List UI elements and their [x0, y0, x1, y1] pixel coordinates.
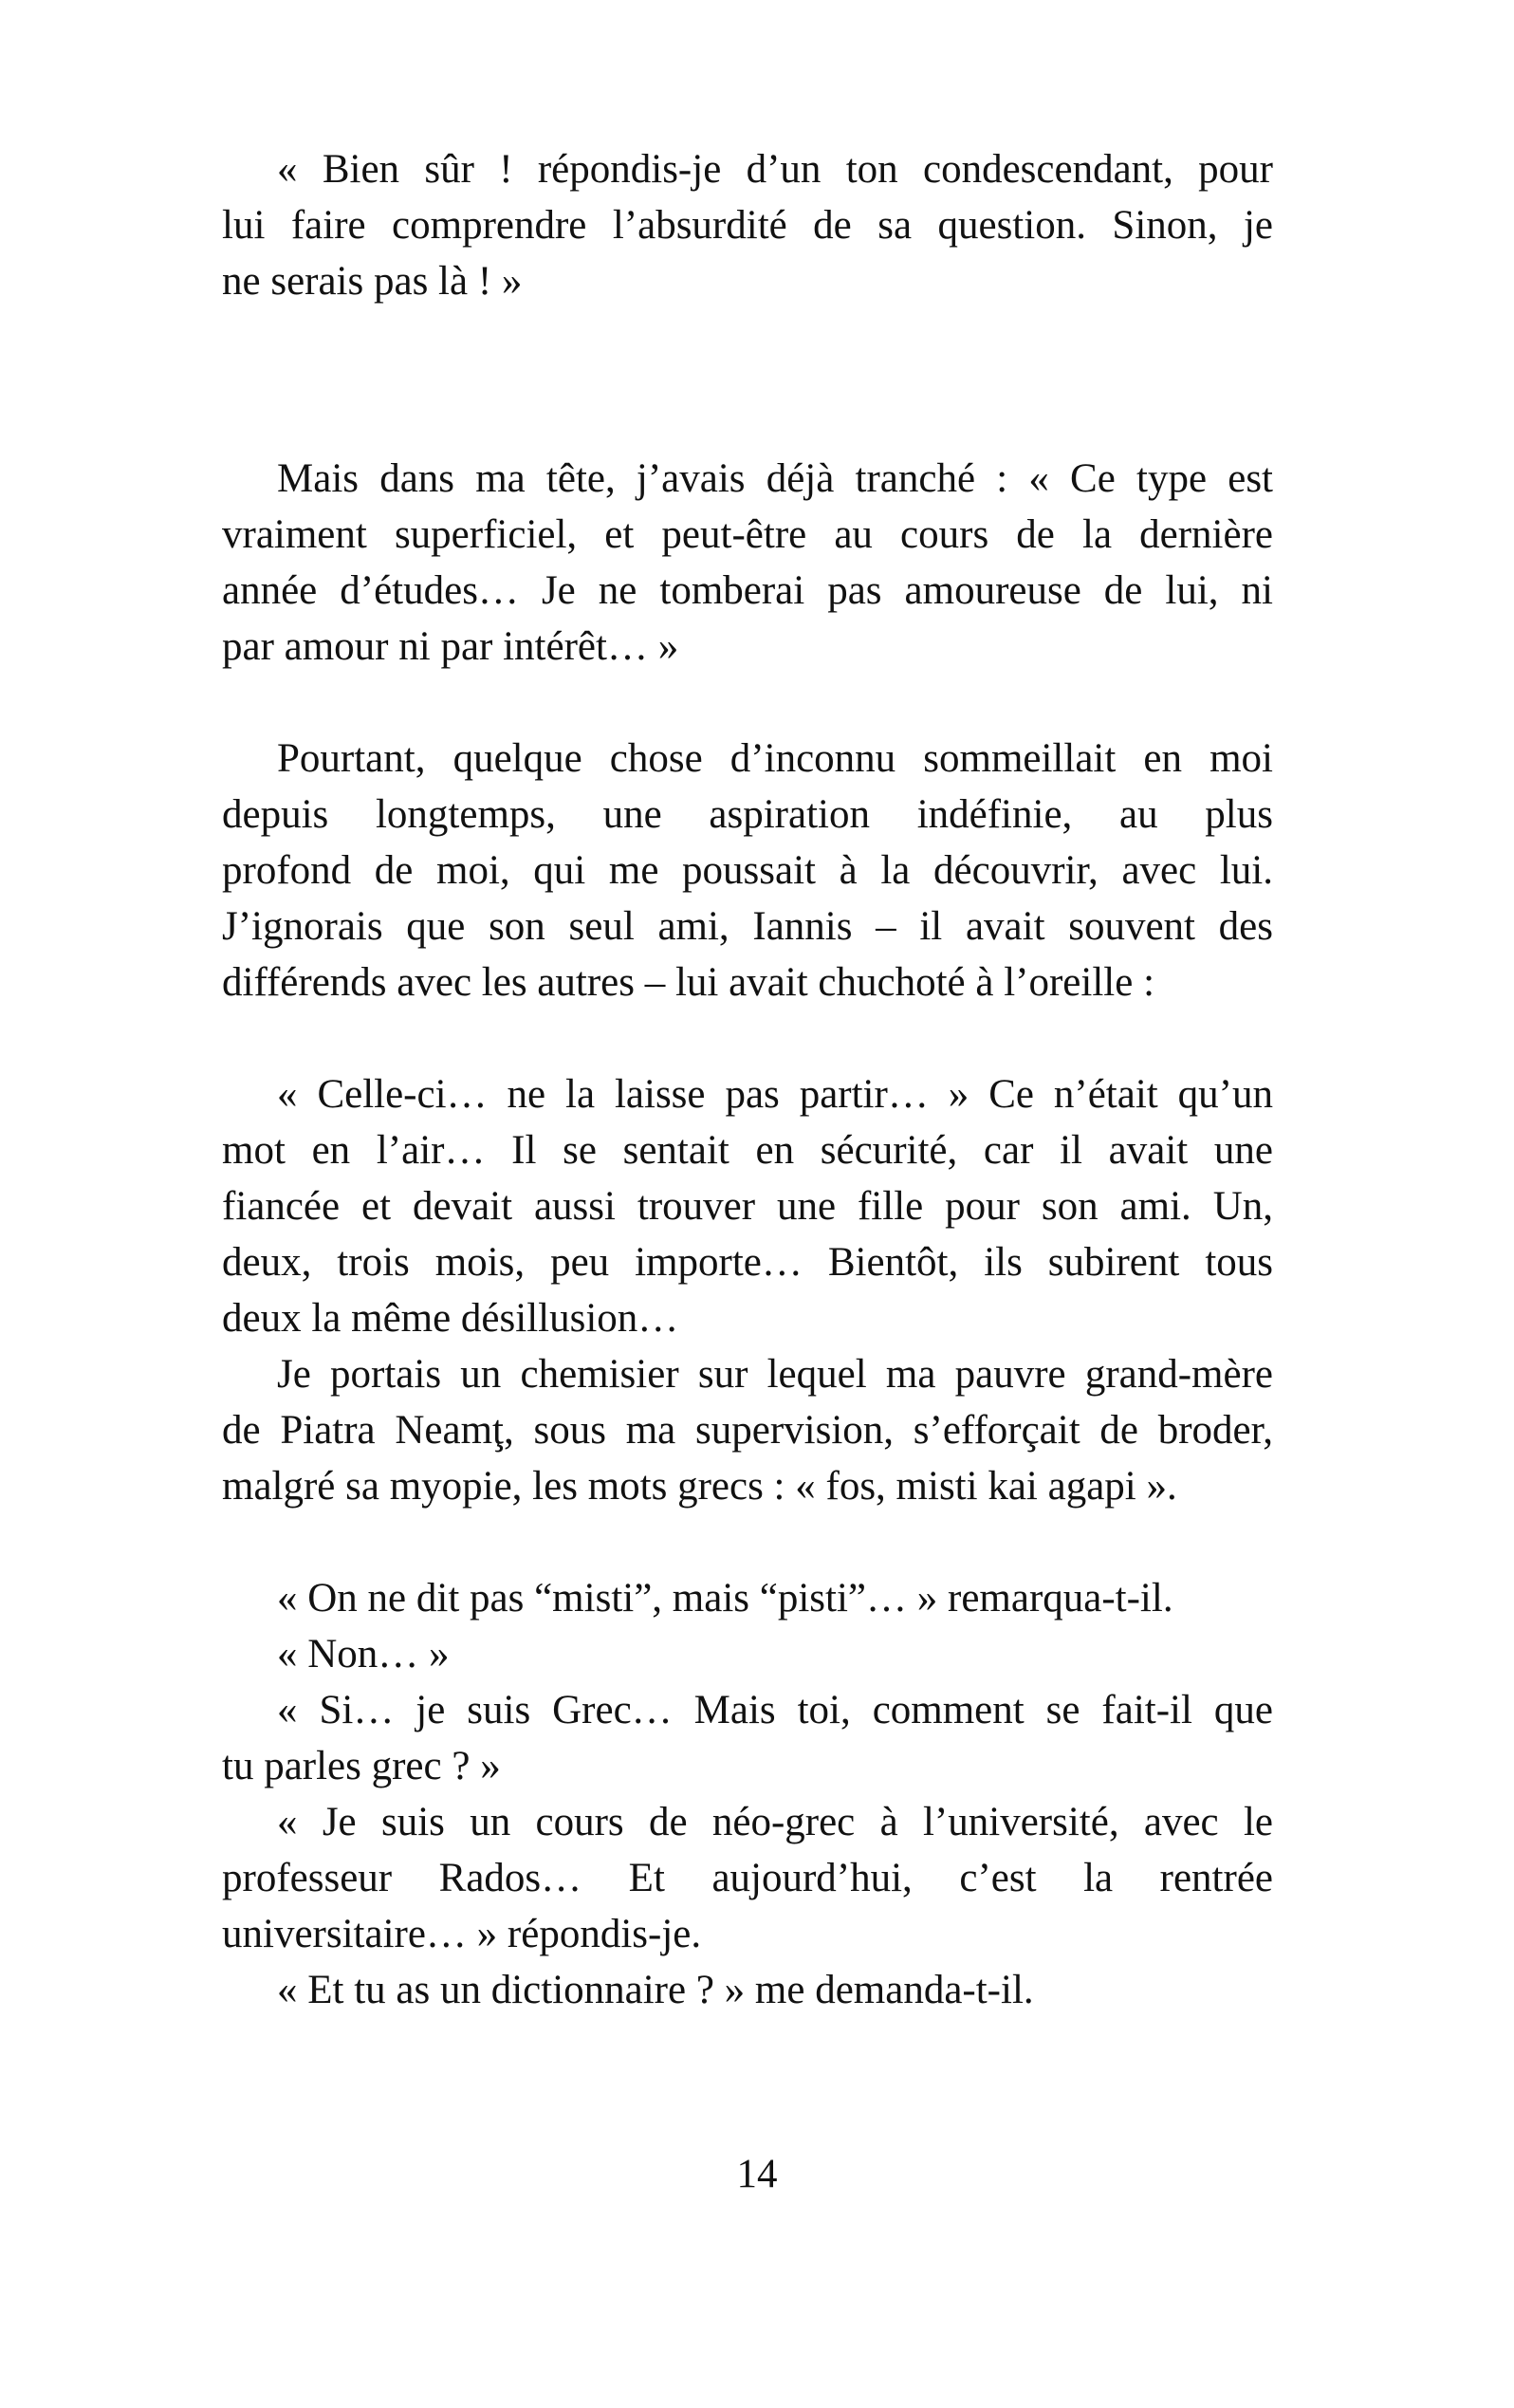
text-line: « On ne dit pas “misti”, mais “pisti”… » remarqua-t-il.	[277, 1576, 1173, 1621]
text-line: profond de moi, qui me poussait à la découvrir, avec lui.	[222, 848, 1273, 893]
text-line: ne serais pas là ! »	[222, 259, 523, 304]
text-line: vraiment superficiel, et peut-être au cours de la dernière	[222, 512, 1273, 557]
text-line: fiancée et devait aussi trouver une fille pour son ami. Un,	[222, 1184, 1273, 1229]
text-line: par amour ni par intérêt… »	[222, 624, 679, 669]
text-line: Pourtant, quelque chose d’inconnu sommeillait en moi	[277, 736, 1273, 781]
text-line: deux la même désillusion…	[222, 1296, 679, 1341]
text-line: Je portais un chemisier sur lequel ma pauvre grand-mère	[277, 1352, 1273, 1397]
text-line: « Si… je suis Grec… Mais toi, comment se fait-il que	[277, 1688, 1273, 1732]
text-line: « Non… »	[277, 1632, 450, 1676]
text-line: différends avec les autres – lui avait chuchoté à l’oreille :	[222, 960, 1155, 1005]
text-line: deux, trois mois, peu importe… Bientôt, ils subirent tous	[222, 1240, 1273, 1285]
text-line: « Bien sûr ! répondis-je d’un ton condescendant, pour	[277, 147, 1273, 192]
text-line: « Celle-ci… ne la laisse pas partir… » Ce n’était qu’un	[277, 1072, 1273, 1117]
page-number: 14	[736, 2152, 778, 2196]
text-line: année d’études… Je ne tomberai pas amoureuse de lui, ni	[222, 568, 1273, 613]
text-line: J’ignorais que son seul ami, Iannis – il avait souvent des	[222, 904, 1273, 949]
text-line: mot en l’air… Il se sentait en sécurité, car il avait une	[222, 1128, 1273, 1173]
text-line: universitaire… » répondis-je.	[222, 1912, 702, 1956]
text-line: malgré sa myopie, les mots grecs : « fos, misti kai agapi ».	[222, 1464, 1177, 1509]
text-line: « Je suis un cours de néo-grec à l’université, avec le	[277, 1800, 1273, 1844]
text-line: tu parles grec ? »	[222, 1744, 501, 1788]
text-line: Mais dans ma tête, j’avais déjà tranché : « Ce type est	[277, 456, 1273, 501]
text-line: professeur Rados… Et aujourd’hui, c’est la rentrée	[222, 1856, 1273, 1900]
text-line: lui faire comprendre l’absurdité de sa question. Sinon, je	[222, 203, 1273, 248]
text-line: « Et tu as un dictionnaire ? » me demanda-t-il.	[277, 1968, 1034, 2012]
text-line: depuis longtemps, une aspiration indéfinie, au plus	[222, 792, 1273, 837]
text-line: de Piatra Neamţ, sous ma supervision, s’efforçait de broder,	[222, 1408, 1273, 1453]
